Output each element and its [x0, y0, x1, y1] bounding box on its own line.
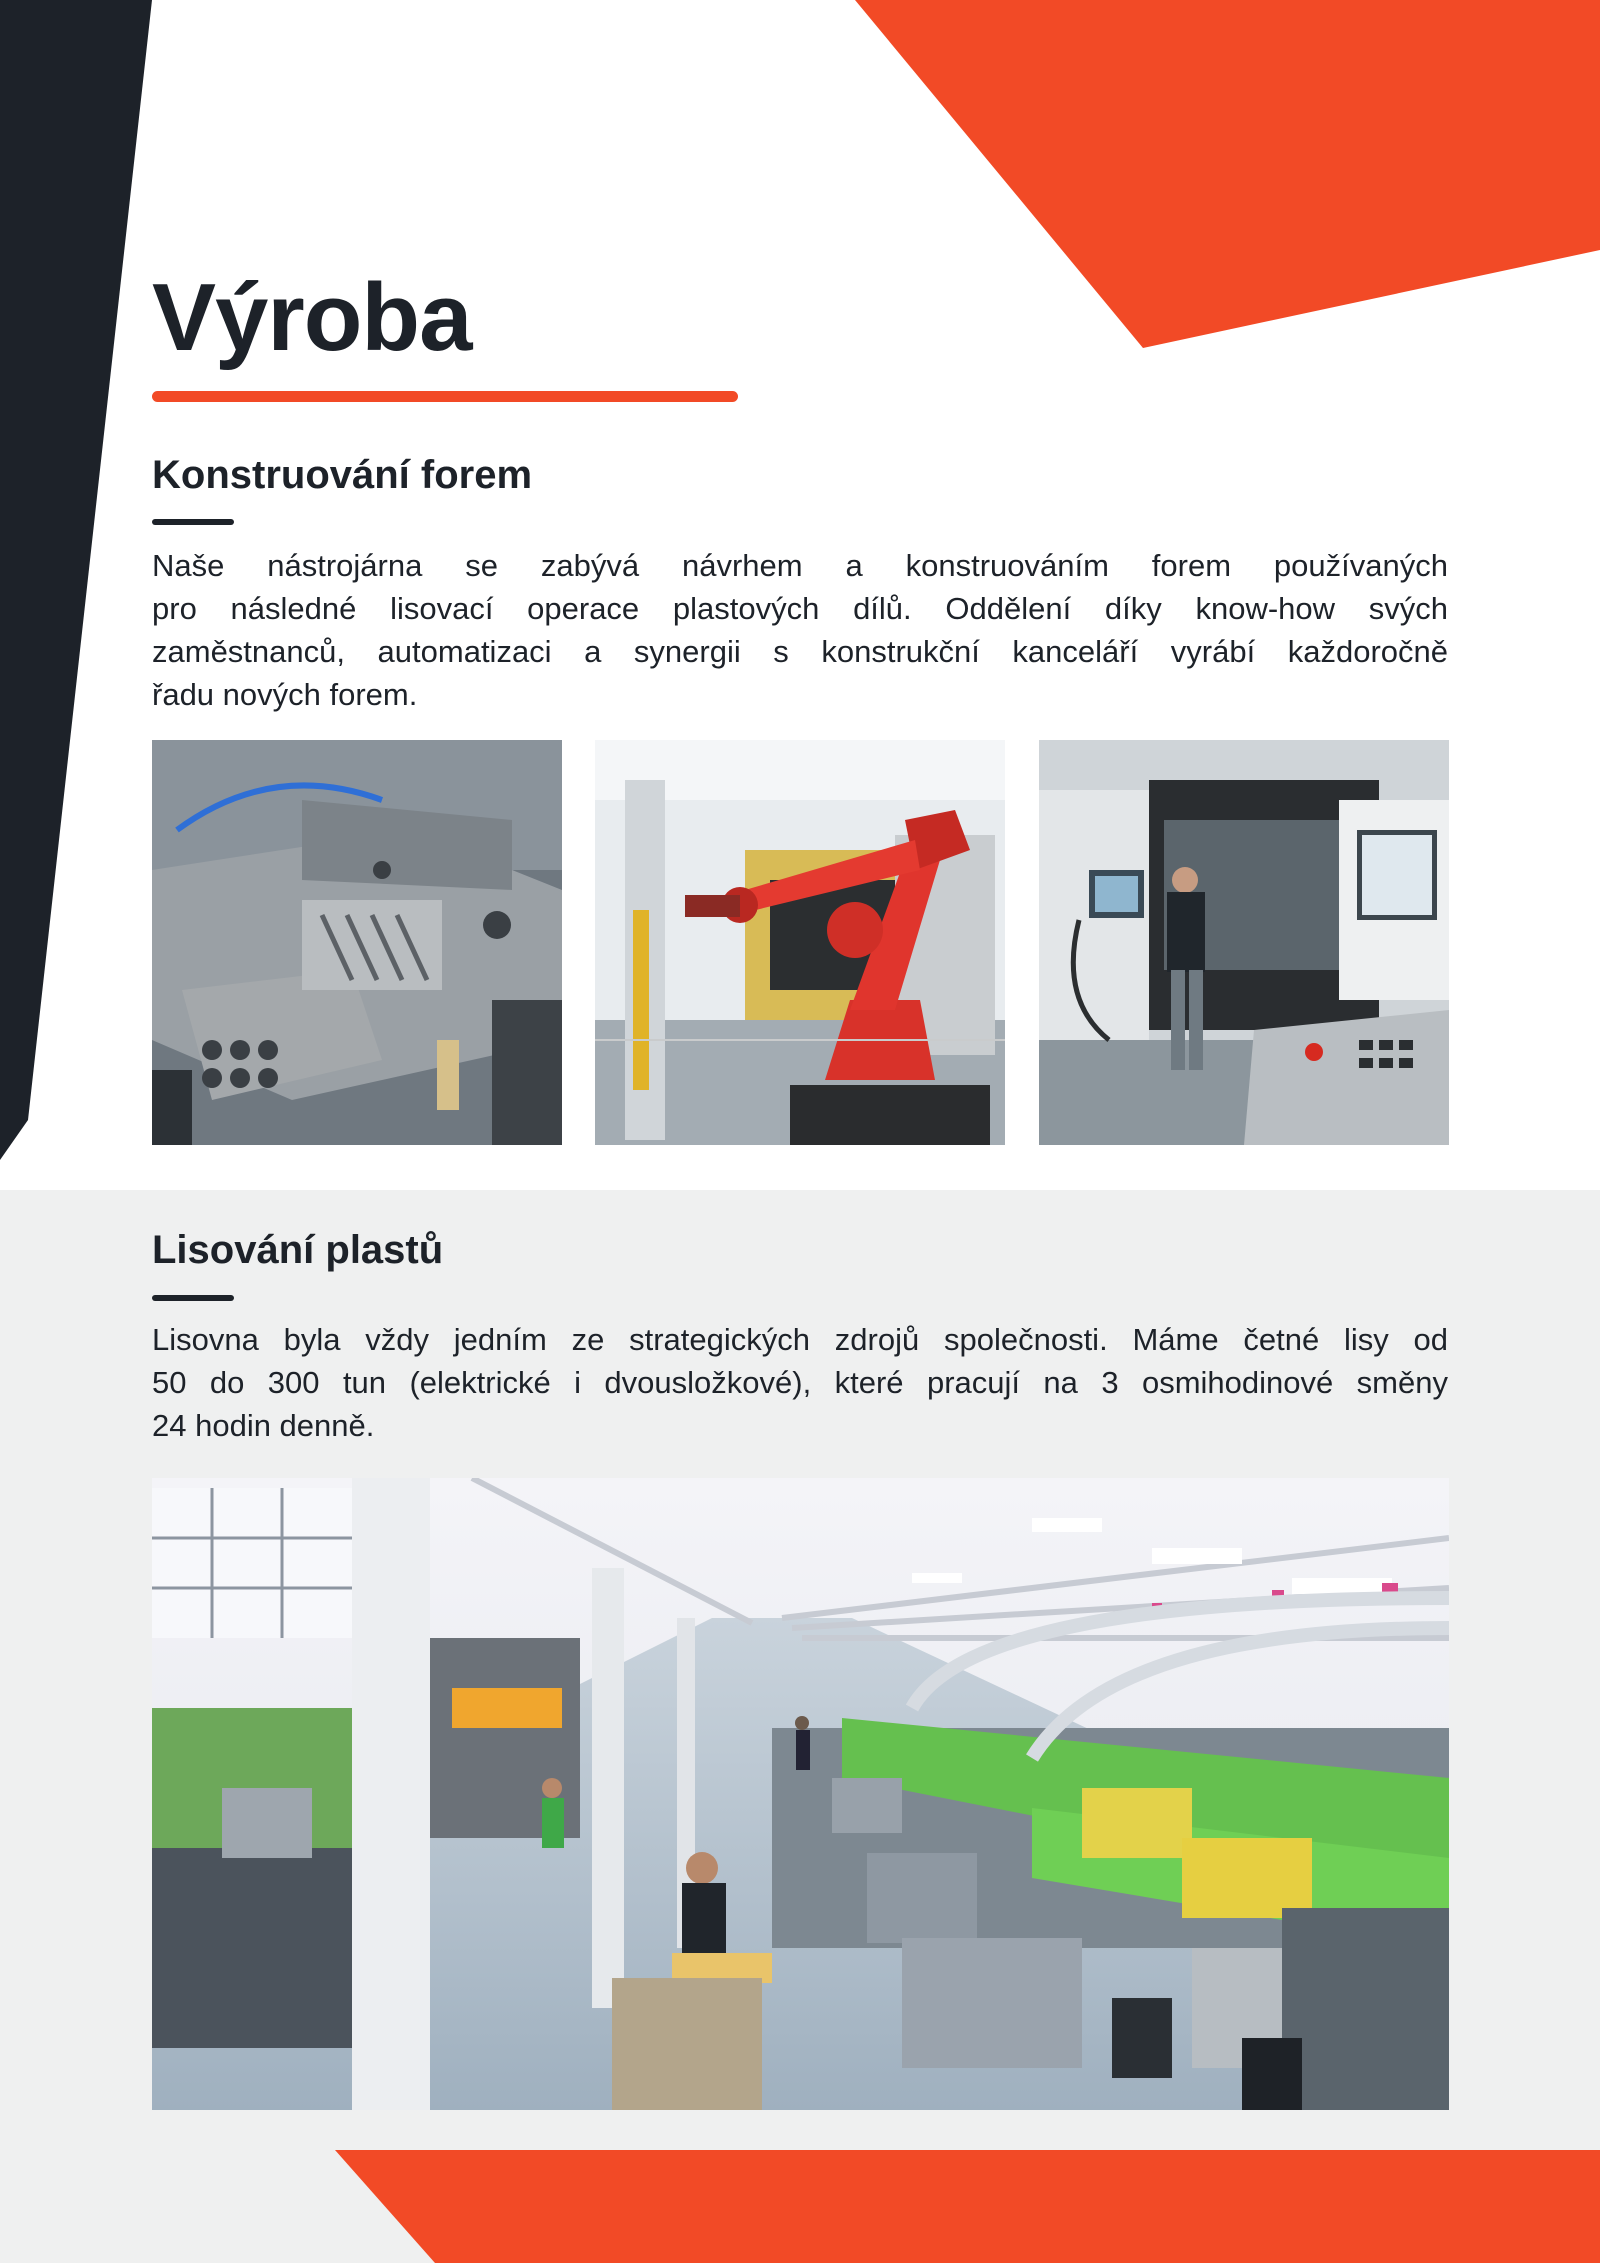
paragraph-line: pro následné lisovací operace plastových dílů. Oddělení díky know-how svých: [152, 591, 1448, 626]
red-robot-arm-photo: [595, 740, 1005, 1145]
paragraph-line: Lisovna byla vždy jedním ze strategických zdrojů společnosti. Máme četné lisy od: [152, 1322, 1448, 1357]
mold-closeup-photo: [152, 740, 562, 1145]
section-heading-molding: Lisování plastů: [152, 1228, 444, 1272]
paragraph-line: Naše nástrojárna se zabývá návrhem a konstruováním forem používaných: [152, 548, 1448, 583]
paragraph-line: řadu nových forem.: [152, 677, 418, 712]
section-heading-molds: Konstruování forem: [152, 453, 533, 497]
title-underline: [152, 391, 738, 402]
cnc-operator-photo: [1039, 740, 1449, 1145]
left-dark-stripe: [0, 0, 152, 1160]
paragraph-line: zaměstnanců, automatizaci a synergii s konstrukční kanceláří vyrábí každoročně: [152, 634, 1448, 669]
page-title: Výroba: [152, 264, 472, 371]
factory-hall-photo: [152, 1478, 1449, 2110]
section-rule-molding: [152, 1295, 234, 1301]
paragraph-line: 50 do 300 tun (elektrické i dvousložkové), které pracují na 3 osmihodinové směny: [152, 1365, 1448, 1400]
paragraph-line: 24 hodin denně.: [152, 1408, 375, 1443]
section-rule-molds: [152, 519, 234, 525]
top-orange-shape: [855, 0, 1600, 348]
